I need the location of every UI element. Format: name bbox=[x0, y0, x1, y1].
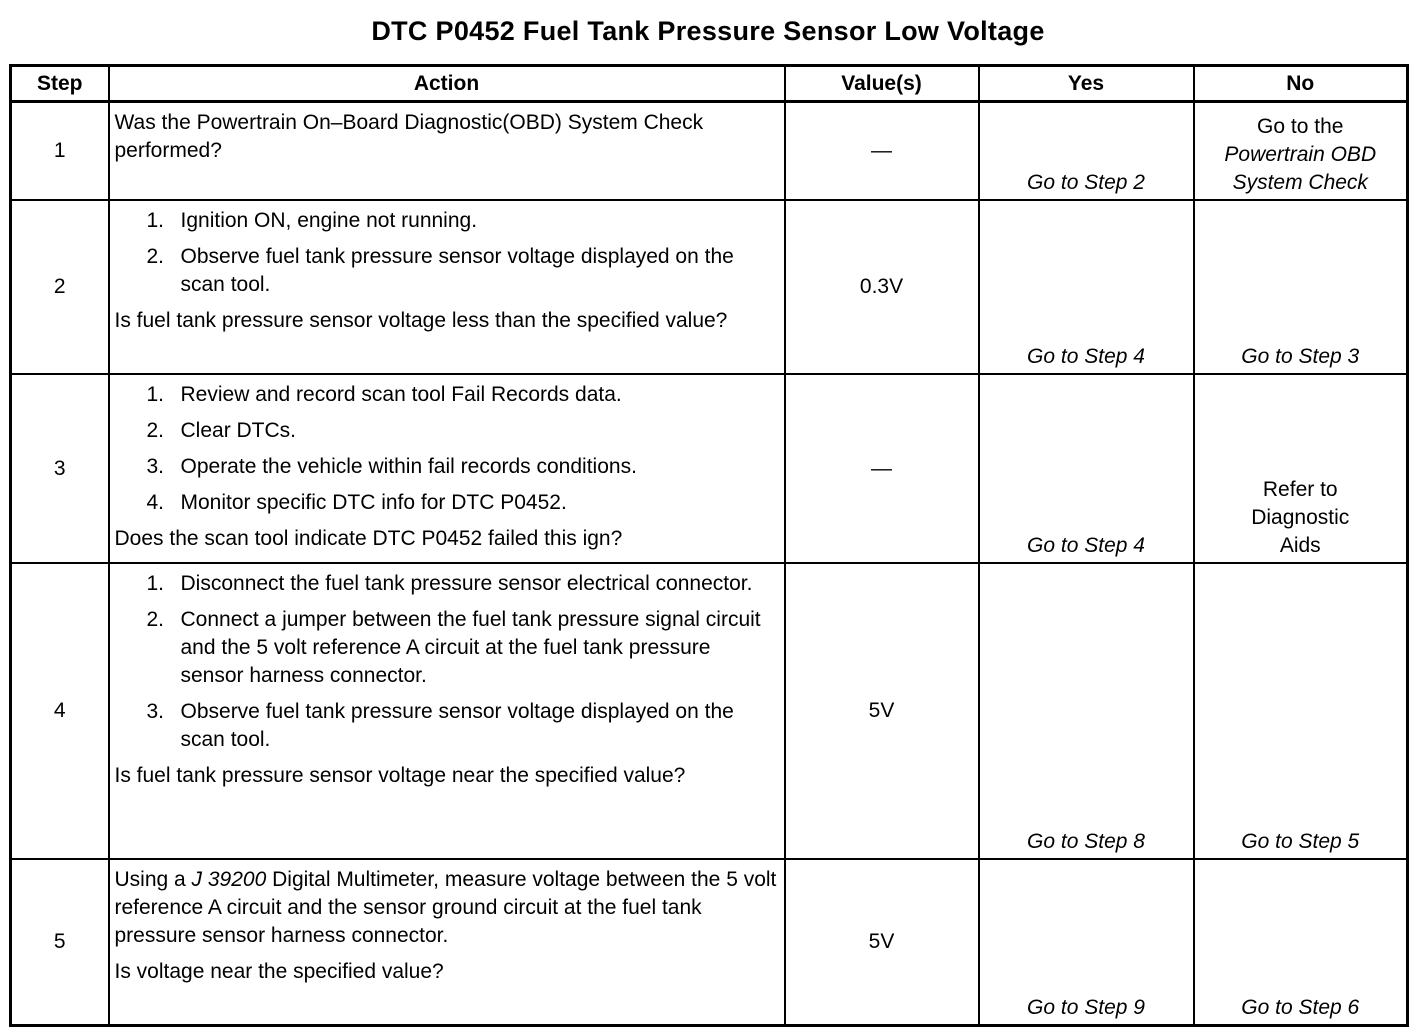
step-number: 3 bbox=[11, 374, 109, 563]
no-link-text: Powertrain OBD System Check bbox=[1224, 143, 1377, 194]
item-text: Disconnect the fuel tank pressure sensor electrical connector. bbox=[180, 572, 753, 595]
yes-cell: Go to Step 2 bbox=[979, 102, 1194, 201]
item-number: 3. bbox=[146, 700, 165, 723]
step-number: 1 bbox=[11, 102, 109, 201]
step-number: 4 bbox=[11, 563, 109, 859]
action-cell bbox=[109, 374, 785, 563]
table-row bbox=[11, 374, 1408, 563]
item-number: 1. bbox=[146, 572, 165, 595]
item-number: 1. bbox=[146, 383, 165, 406]
item-number: 2. bbox=[146, 608, 165, 631]
no-text: Go to the bbox=[1257, 115, 1344, 138]
para-text: Digital Multimeter, measure voltage between the 5 volt reference A circuit and the sensor ground circuit at the fuel tank pressure sensor harness connector. bbox=[114, 868, 777, 947]
action-item bbox=[115, 698, 778, 754]
table-row bbox=[11, 563, 1408, 859]
no-cell: Go to Step 3 bbox=[1194, 200, 1408, 374]
value-cell: — bbox=[785, 374, 979, 563]
value-cell: 5V bbox=[785, 563, 979, 859]
item-text: Clear DTCs. bbox=[180, 419, 297, 442]
yes-cell: Go to Step 8 bbox=[979, 563, 1194, 859]
header-yes: Yes bbox=[979, 66, 1194, 102]
action-question: Is fuel tank pressure sensor voltage less than the specified value? bbox=[114, 309, 728, 332]
action-item bbox=[115, 570, 778, 598]
action-question: Does the scan tool indicate DTC P0452 failed this ign? bbox=[114, 527, 623, 550]
value-cell: 0.3V bbox=[785, 200, 979, 374]
action-item bbox=[115, 489, 778, 517]
action-item bbox=[115, 207, 778, 235]
header-values: Value(s) bbox=[785, 66, 979, 102]
header-action: Action bbox=[109, 66, 785, 102]
yes-cell: Go to Step 4 bbox=[979, 200, 1194, 374]
header-no: No bbox=[1194, 66, 1408, 102]
header-step: Step bbox=[11, 66, 109, 102]
action-item bbox=[115, 381, 778, 409]
action-item bbox=[115, 453, 778, 481]
step-number: 5 bbox=[11, 859, 109, 1025]
yes-cell: Go to Step 9 bbox=[979, 859, 1194, 1025]
action-cell bbox=[109, 200, 785, 374]
action-item bbox=[115, 417, 778, 445]
item-number: 4. bbox=[146, 491, 165, 514]
tool-name: J 39200 bbox=[191, 868, 267, 891]
diagnostic-table bbox=[9, 64, 1409, 1027]
table-row bbox=[11, 200, 1408, 374]
action-question: Was the Powertrain On–Board Diagnostic(OBD) System Check performed? bbox=[114, 111, 704, 162]
item-text: Connect a jumper between the fuel tank pressure signal circuit and the 5 volt reference A circuit at the fuel tank pressure sensor harness connector. bbox=[180, 608, 761, 687]
action-cell bbox=[109, 859, 785, 1025]
item-number: 3. bbox=[146, 455, 165, 478]
item-text: Operate the vehicle within fail records conditions. bbox=[180, 455, 637, 478]
action-cell bbox=[109, 102, 785, 201]
table-row bbox=[11, 102, 1408, 201]
para-prefix: Using a bbox=[114, 868, 186, 891]
action-question: Is voltage near the specified value? bbox=[114, 960, 444, 983]
value-cell: 5V bbox=[785, 859, 979, 1025]
item-text: Monitor specific DTC info for DTC P0452. bbox=[180, 491, 567, 514]
item-text: Ignition ON, engine not running. bbox=[180, 209, 478, 232]
step-number: 2 bbox=[11, 200, 109, 374]
table-row bbox=[11, 859, 1408, 1025]
no-cell: Go to Step 5 bbox=[1194, 563, 1408, 859]
item-text: Observe fuel tank pressure sensor voltage displayed on the scan tool. bbox=[180, 245, 734, 296]
item-number: 2. bbox=[146, 419, 165, 442]
item-number: 2. bbox=[146, 245, 165, 268]
no-cell: Go to Step 6 bbox=[1194, 859, 1408, 1025]
action-cell bbox=[109, 563, 785, 859]
item-text: Observe fuel tank pressure sensor voltage displayed on the scan tool. bbox=[180, 700, 734, 751]
action-item bbox=[115, 606, 778, 690]
no-cell: Refer to Diagnostic Aids bbox=[1194, 374, 1408, 563]
action-item bbox=[115, 243, 778, 299]
value-cell: — bbox=[785, 102, 979, 201]
item-text: Review and record scan tool Fail Records data. bbox=[180, 383, 622, 406]
action-paragraph bbox=[115, 866, 778, 950]
header-row bbox=[11, 66, 1408, 102]
no-cell bbox=[1194, 102, 1408, 201]
page-title: DTC P0452 Fuel Tank Pressure Sensor Low Voltage bbox=[371, 16, 1045, 46]
action-question: Is fuel tank pressure sensor voltage near the specified value? bbox=[114, 764, 686, 787]
yes-cell: Go to Step 4 bbox=[979, 374, 1194, 563]
item-number: 1. bbox=[146, 209, 165, 232]
